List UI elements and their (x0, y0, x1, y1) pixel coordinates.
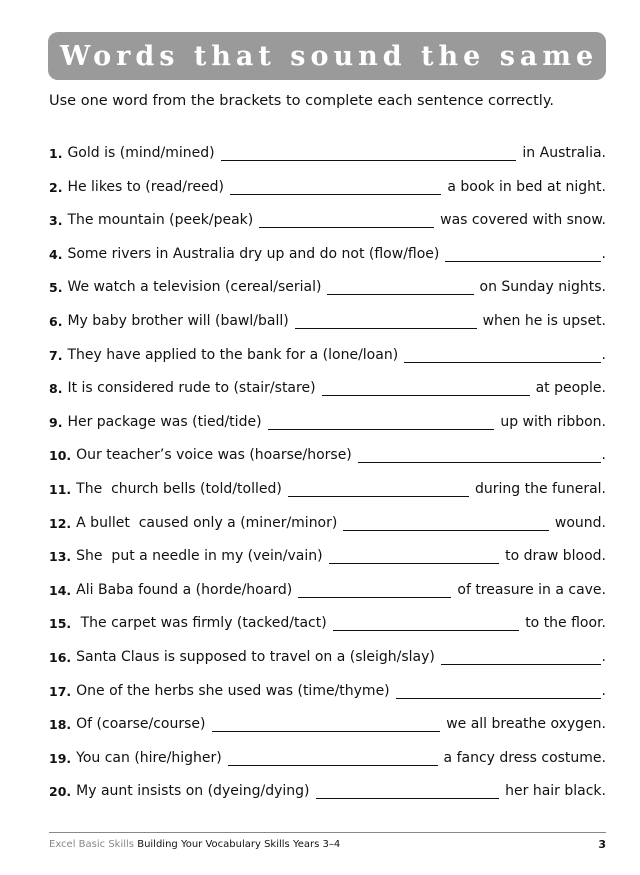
sentence-number: 18. (49, 717, 72, 733)
sentence-row (49, 347, 606, 381)
sentence-number: 6. (49, 313, 63, 329)
answer-blank[interactable] (298, 582, 451, 598)
answer-blank[interactable] (441, 649, 601, 665)
sentence-ending: of treasure in a cave. (457, 581, 606, 598)
sentence-row (49, 548, 606, 582)
answer-blank[interactable] (329, 548, 500, 564)
sentence-text: The mountain (peek/peak) (67, 212, 254, 229)
answer-blank[interactable] (404, 347, 600, 363)
sentence-row (49, 414, 606, 448)
sentence-text: Some rivers in Australia dry up and do not (flow/floe) (67, 245, 440, 262)
answer-blank[interactable] (221, 145, 517, 161)
sentence-text: Our teacher’s voice was (hoarse/horse) (76, 447, 352, 464)
sentence-number: 8. (49, 381, 63, 397)
answer-blank[interactable] (333, 615, 519, 631)
sentence-number: 1. (49, 146, 63, 161)
sentence-number: 20. (49, 784, 72, 800)
sentence-number: 14. (49, 582, 72, 598)
sentence-ending: . (601, 245, 606, 262)
sentence-row (49, 313, 606, 347)
sentence-ending: on Sunday nights. (479, 279, 606, 296)
sentence-row (49, 179, 606, 213)
answer-blank[interactable] (295, 313, 477, 329)
footer-divider (49, 832, 606, 833)
sentence-row (49, 615, 606, 649)
sentence-ending: a book in bed at night. (447, 178, 606, 195)
sentence-row (49, 716, 606, 750)
sentence-text: Santa Claus is supposed to travel on a (sleigh/slay) (76, 648, 435, 665)
sentence-row (49, 582, 606, 616)
sentence-number: 12. (49, 515, 72, 531)
sentence-ending: wound. (554, 514, 606, 531)
sentence-number: 5. (49, 280, 63, 296)
sentence-ending: at people. (535, 380, 606, 397)
sentence-number: 19. (49, 750, 72, 766)
sentence-row (49, 750, 606, 784)
sentence-row (49, 279, 606, 313)
answer-blank[interactable] (343, 515, 549, 531)
sentence-row (49, 145, 606, 179)
sentence-ending: . (601, 648, 606, 665)
sentence-ending: to the floor. (525, 615, 606, 632)
sentence-text: We watch a television (cereal/serial) (67, 279, 322, 296)
sentence-text: You can (hire/higher) (76, 749, 222, 766)
answer-blank[interactable] (228, 750, 438, 766)
sentence-row (49, 649, 606, 683)
sentence-number: 15. (49, 616, 72, 632)
sentence-text: The church bells (told/tolled) (76, 480, 282, 497)
sentence-row (49, 212, 606, 246)
sentence-ending: to draw blood. (505, 548, 606, 565)
answer-blank[interactable] (316, 783, 500, 799)
sentence-number: 10. (49, 448, 72, 464)
sentence-row (49, 783, 606, 817)
sentence-text: One of the herbs she used was (time/thyme) (76, 682, 390, 699)
sentence-text: They have applied to the bank for a (lone/loan) (67, 346, 399, 363)
instruction-text: Use one word from the brackets to complete each sentence correctly. (49, 93, 554, 109)
sentence-list (49, 145, 606, 817)
sentence-ending: her hair black. (505, 783, 606, 800)
sentence-row (49, 683, 606, 717)
footer-book-title: Building Your Vocabulary Skills Years 3–4 (137, 839, 341, 850)
sentence-number: 17. (49, 683, 72, 699)
footer-series: Excel Basic Skills (49, 839, 135, 850)
answer-blank[interactable] (445, 246, 600, 262)
sentence-ending: when he is upset. (482, 312, 606, 329)
answer-blank[interactable] (259, 212, 434, 228)
sentence-ending: a fancy dress costume. (443, 749, 606, 766)
sentence-number: 3. (49, 213, 63, 229)
sentence-ending: . (601, 447, 606, 464)
sentence-ending: was covered with snow. (440, 212, 606, 229)
sentence-row (49, 447, 606, 481)
sentence-number: 4. (49, 246, 63, 262)
sentence-ending: in Australia. (522, 145, 606, 161)
sentence-text: A bullet caused only a (miner/minor) (76, 514, 338, 531)
answer-blank[interactable] (396, 683, 601, 699)
sentence-text: Her package was (tied/tide) (67, 413, 262, 430)
sentence-text: He likes to (read/reed) (67, 178, 225, 195)
sentence-row (49, 380, 606, 414)
sentence-ending: . (601, 682, 606, 699)
sentence-text: Ali Baba found a (horde/hoard) (76, 581, 293, 598)
sentence-ending: . (601, 346, 606, 363)
answer-blank[interactable] (327, 279, 473, 295)
sentence-ending: during the funeral. (474, 480, 606, 497)
sentence-number: 2. (49, 179, 63, 195)
answer-blank[interactable] (322, 380, 530, 396)
sentence-text: The carpet was firmly (tacked/tact) (76, 615, 327, 632)
sentence-text: Gold is (mind/mined) (67, 145, 215, 161)
title-banner (48, 32, 637, 80)
sentence-text: My aunt insists on (dyeing/dying) (76, 783, 310, 800)
sentence-text: It is considered rude to (stair/stare) (67, 380, 316, 397)
answer-blank[interactable] (358, 447, 601, 463)
answer-blank[interactable] (212, 716, 441, 732)
sentence-ending: up with ribbon. (500, 413, 606, 430)
footer-credit (49, 839, 340, 850)
worksheet-title: Words that sound the same 1 (60, 40, 637, 72)
sentence-row (49, 515, 606, 549)
sentence-number: 11. (49, 481, 72, 497)
sentence-text: My baby brother will (bawl/ball) (67, 312, 289, 329)
answer-blank[interactable] (288, 481, 469, 497)
sentence-row (49, 481, 606, 515)
answer-blank[interactable] (230, 179, 441, 195)
sentence-row (49, 246, 606, 280)
sentence-number: 9. (49, 414, 63, 430)
sentence-number: 13. (49, 549, 72, 565)
answer-blank[interactable] (268, 414, 495, 430)
page-number: 3 (598, 838, 606, 851)
sentence-text: Of (coarse/course) (76, 716, 206, 733)
sentence-number: 16. (49, 649, 72, 665)
sentence-text: She put a needle in my (vein/vain) (76, 548, 323, 565)
sentence-ending: we all breathe oxygen. (446, 716, 606, 733)
sentence-number: 7. (49, 347, 63, 363)
